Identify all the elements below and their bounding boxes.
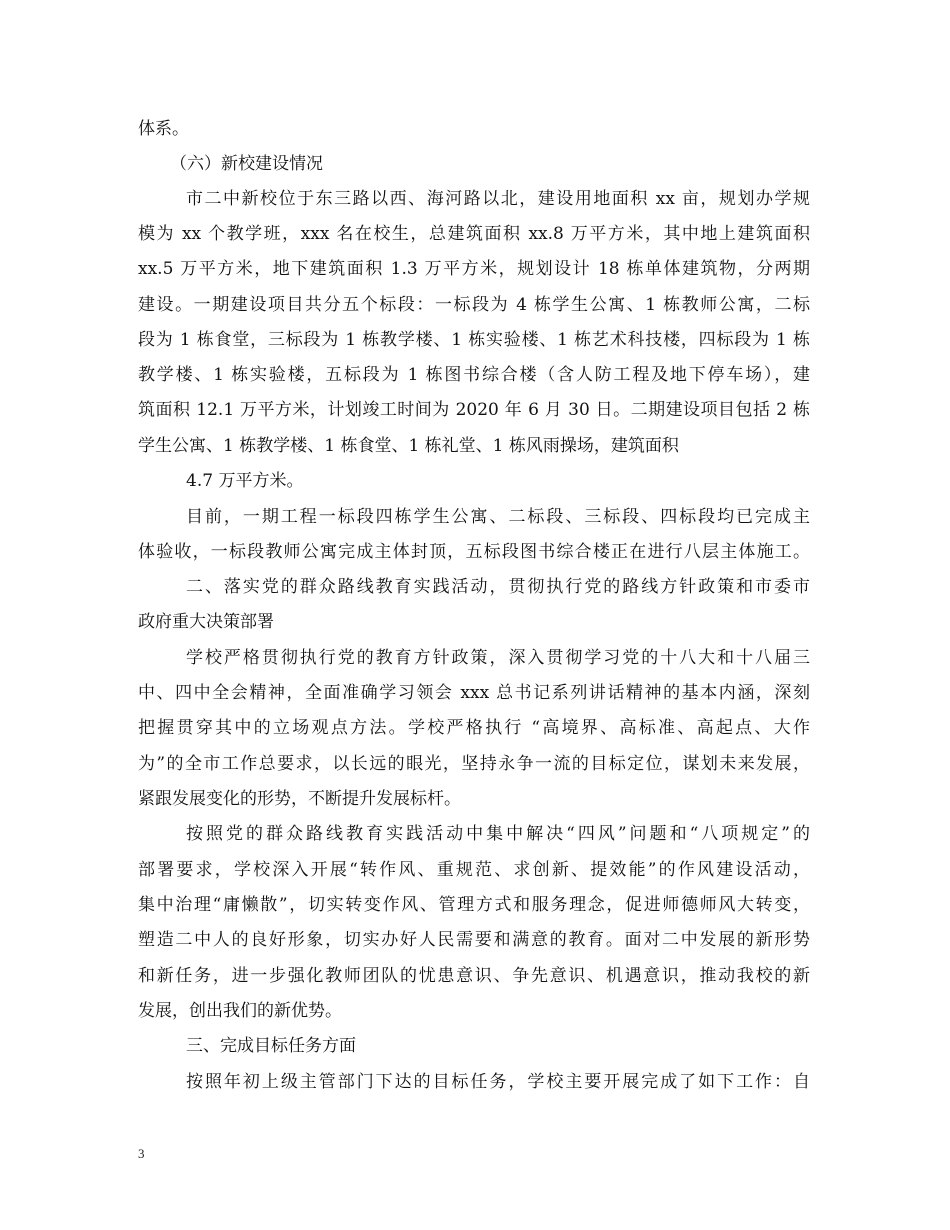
paragraph-line: 体验收，一标段教师公寓完成主体封顶，五标段图书综合楼正在进行八层主体施工。: [138, 542, 810, 562]
paragraph-line: 部署要求，学校深入开展“转作风、重规范、求创新、提效能”的作风建设活动，: [138, 860, 810, 880]
paragraph-line: 学校严格贯彻执行党的教育方针政策，深入贯彻学习党的十八大和十八届三: [186, 648, 810, 668]
paragraph-line: 市二中新校位于东三路以西、海河路以北，建设用地面积 xx 亩，规划办学规: [186, 189, 810, 209]
section-heading: 三、完成目标任务方面: [186, 1036, 356, 1056]
paragraph-line: xx.5 万平方米，地下建筑面积 1.3 万平方米，规划设计 18 栋单体建筑物，分两期: [138, 259, 810, 279]
paragraph-line: 建设。一期建设项目共分五个标段：一标段为 4 栋学生公寓、1 栋教师公寓，二标: [138, 295, 810, 315]
paragraph-line: 模为 xx 个教学班，xxx 名在校生，总建筑面积 xx.8 万平方米，其中地上建筑面积: [138, 224, 810, 244]
paragraph-line: 紧跟发展变化的形势，不断提升发展标杆。: [138, 789, 461, 809]
paragraph-line: 4.7 万平方米。: [186, 471, 304, 491]
page-number: 3: [138, 1146, 145, 1161]
paragraph-line: 把握贯穿其中的立场观点方法。学校严格执行 “高境界、高标准、高起点、大作: [138, 718, 810, 738]
paragraph-line: 教学楼、1 栋实验楼，五标段为 1 栋图书综合楼（含人防工程及地下停车场），建: [138, 365, 810, 385]
paragraph-line: 塑造二中人的良好形象，切实办好人民需要和满意的教育。面对二中发展的新形势: [138, 930, 810, 950]
paragraph-line: 集中治理“庸懒散”，切实转变作风、管理方式和服务理念，促进师德师风大转变，: [138, 895, 810, 915]
paragraph-line: 发展，创出我们的新优势。: [138, 1001, 342, 1021]
paragraph-line: 体系。: [138, 119, 189, 139]
paragraph-line: 按照年初上级主管部门下达的目标任务，学校主要开展完成了如下工作：自: [186, 1072, 810, 1092]
section-heading: 二、落实党的群众路线教育实践活动，贯彻执行党的路线方针政策和市委市: [186, 577, 810, 597]
paragraph-line: 目前，一期工程一标段四栋学生公寓、二标段、三标段、四标段均已完成主: [186, 507, 810, 527]
paragraph-line: 中、四中全会精神，全面准确学习领会 xxx 总书记系列讲话精神的基本内涵，深刻: [138, 683, 810, 703]
paragraph-line: 段为 1 栋食堂，三标段为 1 栋教学楼、1 栋实验楼、1 栋艺术科技楼，四标段为 1 栋: [138, 330, 810, 350]
section-heading: 政府重大决策部署: [138, 612, 274, 632]
paragraph-line: 和新任务，进一步强化教师团队的忧患意识、争先意识、机遇意识，推动我校的新: [138, 966, 810, 986]
paragraph-line: 为”的全市工作总要求，以长远的眼光，坚持永争一流的目标定位，谋划未来发展，: [138, 754, 810, 774]
paragraph-line: 按照党的群众路线教育实践活动中集中解决“四风”问题和“八项规定”的: [186, 824, 810, 844]
paragraph-line: 学生公寓、1 栋教学楼、1 栋食堂、1 栋礼堂、1 栋风雨操场，建筑面积: [138, 436, 679, 456]
section-heading: （六）新校建设情况: [170, 154, 323, 174]
paragraph-line: 筑面积 12.1 万平方米，计划竣工时间为 2020 年 6 月 30 日。二期建设项目包括 2 栋: [138, 400, 810, 420]
